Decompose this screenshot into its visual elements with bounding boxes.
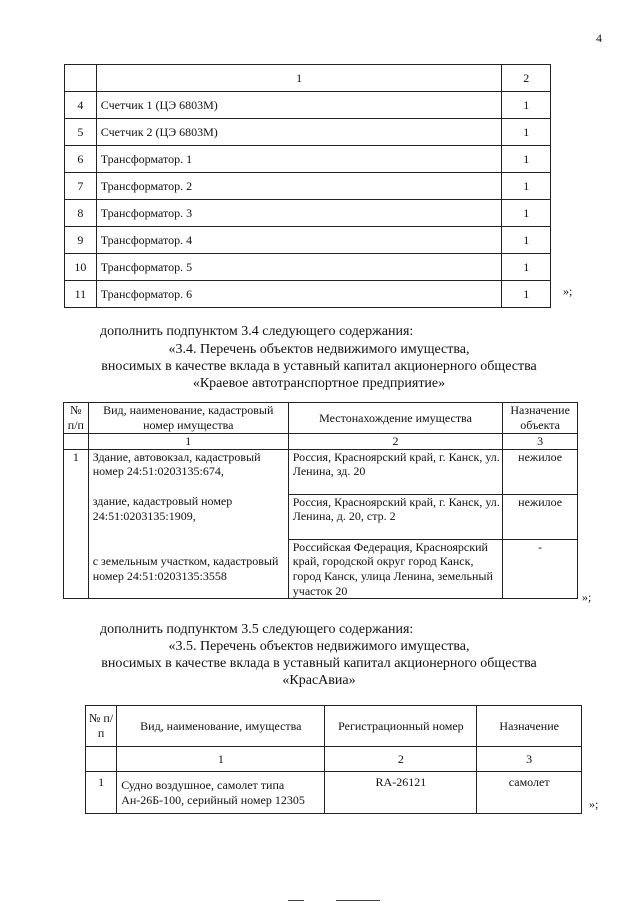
item-name: Трансформатор. 1 — [96, 146, 502, 173]
index-cell: 3 — [503, 434, 578, 450]
item-quantity: 1 — [502, 173, 551, 200]
section-35-title-line1: «3.5. Перечень объектов недвижимого имущества, — [168, 639, 470, 654]
scan-mark — [288, 900, 304, 901]
row-number: 10 — [65, 254, 97, 281]
row-number: 4 — [65, 92, 97, 119]
section-34-title-line2: вносимых в качестве вклада в уставный капитал акционерного общества — [101, 359, 537, 374]
item-purpose: нежилое — [503, 494, 578, 539]
item-quantity: 1 — [502, 200, 551, 227]
table-row — [65, 227, 551, 254]
table-header-row — [65, 65, 551, 92]
row-number: 1 — [64, 449, 89, 599]
item-purpose: - — [503, 539, 578, 599]
item-name: Счетчик 2 (ЦЭ 6803М) — [96, 119, 502, 146]
section-34-title-line1: «3.4. Перечень объектов недвижимого имущества, — [168, 342, 470, 357]
closing-quote: »; — [589, 797, 599, 811]
item-name: Трансформатор. 2 — [96, 173, 502, 200]
row-number: 11 — [65, 281, 97, 308]
row-number: 6 — [65, 146, 97, 173]
section-35-title-line2: вносимых в качестве вклада в уставный капитал акционерного общества — [101, 656, 537, 671]
item-purpose: нежилое — [503, 449, 578, 494]
item-location: Россия, Красноярский край, г. Канск, ул. Ленина, д. 20, стр. 2 — [288, 494, 502, 539]
page-number: 4 — [596, 31, 602, 45]
item-quantity: 1 — [502, 92, 551, 119]
table-row — [65, 200, 551, 227]
item-quantity: 1 — [502, 281, 551, 308]
item-name: Трансформатор. 6 — [96, 281, 502, 308]
section-35-intro: дополнить подпунктом 3.5 следующего содержания: — [100, 622, 414, 637]
row-number: 9 — [65, 227, 97, 254]
index-cell: 1 — [88, 434, 288, 450]
index-cell: 2 — [288, 434, 502, 450]
item-name: здание, кадастровый номер 24:51:0203135:1909, — [88, 494, 288, 539]
item-reg: RA-26121 — [325, 772, 477, 814]
item-name: Судно воздушное, самолет типа Ан-26Б-100, серийный номер 12305 — [117, 772, 325, 814]
item-location: Российская Федерация, Красноярский край, городской округ город Канск, город Канск, улица Ленина, земельный участок 20 — [288, 539, 502, 599]
item-name: Трансформатор. 3 — [96, 200, 502, 227]
row-number: 5 — [65, 119, 97, 146]
equipment-table — [64, 64, 551, 308]
table-row — [65, 281, 551, 308]
index-cell — [64, 434, 89, 450]
table-row — [65, 173, 551, 200]
table-row — [65, 254, 551, 281]
closing-quote: »; — [582, 590, 592, 604]
column-index-row — [64, 434, 578, 450]
item-purpose: самолет — [477, 772, 582, 814]
header-cell — [65, 65, 97, 92]
item-name: Трансформатор. 5 — [96, 254, 502, 281]
table-row — [64, 449, 578, 494]
header-reg: Регистрационный номер — [325, 706, 477, 747]
header-name: Вид, наименование, имущества — [117, 706, 325, 747]
table-row — [86, 772, 582, 814]
table-row — [65, 146, 551, 173]
row-number: 8 — [65, 200, 97, 227]
scan-mark — [336, 900, 380, 901]
table-row — [64, 539, 578, 599]
table-row — [65, 92, 551, 119]
item-quantity: 1 — [502, 119, 551, 146]
header-purpose: Назначение — [477, 706, 582, 747]
row-number: 7 — [65, 173, 97, 200]
index-cell: 3 — [477, 747, 582, 772]
item-name: Счетчик 1 (ЦЭ 6803М) — [96, 92, 502, 119]
header-num: № п/п — [86, 706, 117, 747]
index-cell: 1 — [117, 747, 325, 772]
row-number: 1 — [86, 772, 117, 814]
header-purpose: Назначение объекта — [503, 403, 578, 434]
section-34-intro: дополнить подпунктом 3.4 следующего содержания: — [100, 324, 414, 339]
item-name: с земельным участком, кадастровый номер 24:51:0203135:3558 — [88, 539, 288, 599]
table-row — [65, 119, 551, 146]
item-quantity: 1 — [502, 254, 551, 281]
section-34-title-line3: «Краевое автотранспортное предприятие» — [192, 376, 446, 391]
item-name: Трансформатор. 4 — [96, 227, 502, 254]
real-estate-table — [63, 402, 578, 599]
header-cell: 1 — [96, 65, 502, 92]
item-location: Россия, Красноярский край, г. Канск, ул. Ленина, зд. 20 — [288, 449, 502, 494]
closing-quote: »; — [563, 284, 573, 298]
header-location: Местонахождение имущества — [288, 403, 502, 434]
index-cell: 2 — [325, 747, 477, 772]
table-row — [64, 494, 578, 539]
item-quantity: 1 — [502, 146, 551, 173]
table-header-row — [64, 403, 578, 434]
item-quantity: 1 — [502, 227, 551, 254]
header-num: № п/п — [64, 403, 89, 434]
item-name: Здание, автовокзал, кадастровый номер 24:51:0203135:674, — [88, 449, 288, 494]
header-name: Вид, наименование, кадастровый номер имущества — [88, 403, 288, 434]
section-35-title-line3: «КрасАвиа» — [282, 673, 356, 688]
aircraft-table — [85, 705, 582, 814]
header-cell: 2 — [502, 65, 551, 92]
column-index-row — [86, 747, 582, 772]
table-header-row — [86, 706, 582, 747]
index-cell — [86, 747, 117, 772]
